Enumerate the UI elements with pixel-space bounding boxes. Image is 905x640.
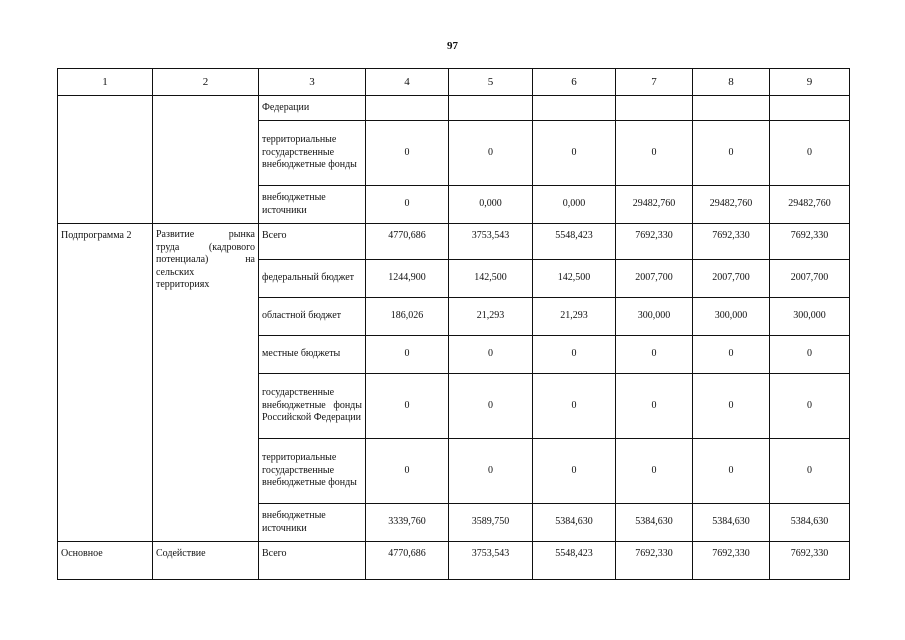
value-cell: 0: [533, 374, 616, 439]
funding-source: местные бюджеты: [259, 336, 366, 374]
funding-source: внебюджетные источники: [259, 504, 366, 542]
description-line: Развитие рынка: [156, 229, 255, 240]
value-cell: 0,000: [449, 186, 533, 224]
funding-source: Всего: [259, 224, 366, 260]
value-cell: 5384,630: [693, 504, 770, 542]
value-cell: 0: [366, 439, 449, 504]
value-cell: 0: [770, 374, 850, 439]
page-number: 97: [447, 40, 458, 52]
program-description: Содействие: [153, 542, 259, 580]
value-cell: 0: [449, 336, 533, 374]
budget-table: [57, 68, 850, 580]
funding-source: областной бюджет: [259, 298, 366, 336]
value-cell: 4770,686: [366, 224, 449, 260]
value-cell: 0: [366, 186, 449, 224]
value-cell: 0: [616, 336, 693, 374]
value-cell: [770, 96, 850, 121]
value-cell: 0: [770, 439, 850, 504]
value-cell: 0: [366, 374, 449, 439]
value-cell: 21,293: [449, 298, 533, 336]
column-number: 2: [153, 69, 259, 96]
table-row: [58, 224, 850, 260]
value-cell: 29482,760: [770, 186, 850, 224]
description-cell-empty: [153, 96, 259, 224]
value-cell: 0: [693, 374, 770, 439]
value-cell: 142,500: [449, 260, 533, 298]
value-cell: 5548,423: [533, 542, 616, 580]
value-cell: 186,026: [366, 298, 449, 336]
column-number: 8: [693, 69, 770, 96]
value-cell: 5384,630: [533, 504, 616, 542]
value-cell: 21,293: [533, 298, 616, 336]
value-cell: 0: [770, 336, 850, 374]
value-cell: [366, 96, 449, 121]
funding-source: Федерации: [259, 96, 366, 121]
value-cell: 0: [693, 439, 770, 504]
value-cell: 0: [366, 336, 449, 374]
funding-source: территориальные государственные внебюджетные фонды: [259, 439, 366, 504]
description-line: труда (кадрового: [156, 241, 255, 253]
funding-source: государственные внебюджетные фонды Российской Федерации: [259, 374, 366, 439]
column-number: 7: [616, 69, 693, 96]
value-cell: 29482,760: [616, 186, 693, 224]
value-cell: 142,500: [533, 260, 616, 298]
value-cell: 0: [449, 439, 533, 504]
value-cell: 0,000: [533, 186, 616, 224]
program-name: Основное: [58, 542, 153, 580]
program-cell-empty: [58, 96, 153, 224]
value-cell: 3339,760: [366, 504, 449, 542]
value-cell: 0: [533, 336, 616, 374]
value-cell: 300,000: [693, 298, 770, 336]
value-cell: 7692,330: [770, 542, 850, 580]
value-cell: 0: [693, 121, 770, 186]
value-cell: 300,000: [616, 298, 693, 336]
column-number: 9: [770, 69, 850, 96]
funding-source: территориальные государственные внебюджетные фонды: [259, 121, 366, 186]
value-cell: 0: [693, 336, 770, 374]
value-cell: 3753,543: [449, 224, 533, 260]
value-cell: 300,000: [770, 298, 850, 336]
value-cell: 5384,630: [770, 504, 850, 542]
funding-source: внебюджетные источники: [259, 186, 366, 224]
value-cell: [533, 96, 616, 121]
value-cell: 2007,700: [770, 260, 850, 298]
value-cell: 2007,700: [693, 260, 770, 298]
value-cell: 5548,423: [533, 224, 616, 260]
value-cell: 7692,330: [693, 542, 770, 580]
value-cell: 0: [616, 121, 693, 186]
value-cell: [449, 96, 533, 121]
column-number: 4: [366, 69, 449, 96]
column-number: 5: [449, 69, 533, 96]
program-description: [153, 224, 259, 542]
table-row: [58, 96, 850, 121]
program-name: Подпрограмма 2: [58, 224, 153, 542]
value-cell: 7692,330: [616, 224, 693, 260]
value-cell: 0: [449, 121, 533, 186]
value-cell: 2007,700: [616, 260, 693, 298]
value-cell: 3753,543: [449, 542, 533, 580]
value-cell: [616, 96, 693, 121]
value-cell: 0: [616, 439, 693, 504]
value-cell: 0: [533, 439, 616, 504]
value-cell: [693, 96, 770, 121]
value-cell: 7692,330: [693, 224, 770, 260]
description-line: сельских: [156, 266, 195, 278]
value-cell: 0: [533, 121, 616, 186]
description-line: потенциала) на: [156, 254, 255, 265]
column-number: 6: [533, 69, 616, 96]
description-line: территориях: [156, 279, 210, 290]
value-cell: 5384,630: [616, 504, 693, 542]
column-number: 1: [58, 69, 153, 96]
value-cell: 0: [616, 374, 693, 439]
value-cell: 4770,686: [366, 542, 449, 580]
value-cell: 29482,760: [693, 186, 770, 224]
funding-source: Всего: [259, 542, 366, 580]
column-number: 3: [259, 69, 366, 96]
funding-source: федеральный бюджет: [259, 260, 366, 298]
column-number-row: [58, 69, 850, 96]
table-row: [58, 542, 850, 580]
value-cell: 0: [366, 121, 449, 186]
value-cell: 0: [770, 121, 850, 186]
value-cell: 1244,900: [366, 260, 449, 298]
value-cell: 7692,330: [770, 224, 850, 260]
value-cell: 0: [449, 374, 533, 439]
value-cell: 3589,750: [449, 504, 533, 542]
value-cell: 7692,330: [616, 542, 693, 580]
